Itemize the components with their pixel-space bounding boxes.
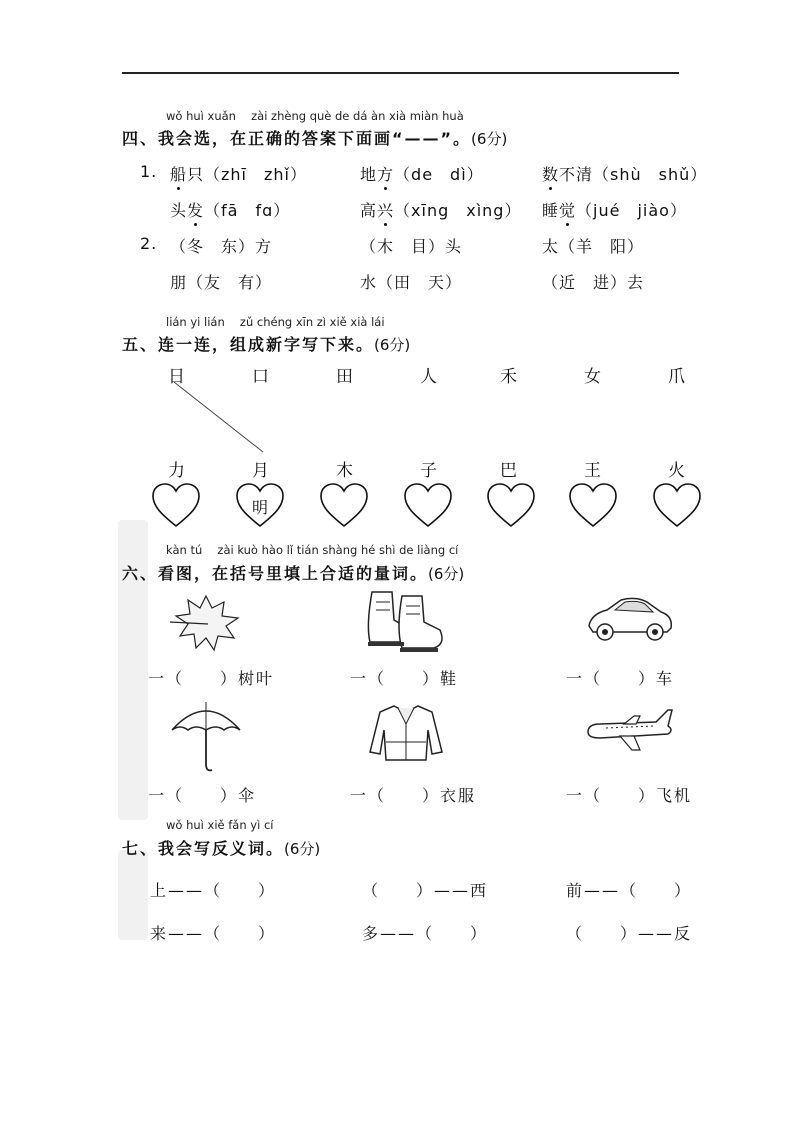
antonym-item[interactable]: （ ）——反 [566,924,693,943]
heart-icon[interactable] [151,482,201,528]
measure-word-item[interactable]: 一（ ）树叶 [148,669,275,688]
heart-icon[interactable] [568,482,618,528]
section4-item: 船只（zhī zhǐ） [170,162,307,185]
section4-item: 太（羊 阳） [542,237,645,256]
bottom-char: 月 [252,461,269,481]
antonym-item[interactable]: 前——（ ） [566,881,693,900]
section4-item: （冬 东）方 [170,237,273,256]
antonym-item[interactable]: 多——（ ） [362,924,489,943]
measure-word-item[interactable]: 一（ ）伞 [148,786,257,805]
section4-item: 地方（de dì） [360,162,484,185]
antonym-item[interactable]: 来——（ ） [150,924,277,943]
section4-item: 数不清（shù shǔ） [542,162,707,185]
measure-word-item[interactable]: 一（ ）衣服 [350,786,477,805]
section6-pinyin: kàn tú zài kuò hào lǐ tián shàng hé shì de liàng cí [166,543,459,557]
section5-heading: 五、连一连，组成新字写下来。(6分) [122,335,411,354]
top-char: 日 [168,367,185,387]
measure-word-item[interactable]: 一（ ）车 [566,669,675,688]
boots-icon [362,586,448,656]
leaf-icon [168,592,242,654]
section6-heading: 六、看图，在括号里填上合适的量词。(6分) [122,564,465,583]
top-char: 口 [252,367,269,387]
measure-word-item[interactable]: 一（ ）鞋 [350,669,459,688]
section5-pinyin: lián yi lián zǔ chéng xīn zì xiě xià lái [166,315,385,329]
section7-pinyin: wǒ huì xiě fǎn yì cí [166,818,274,832]
umbrella-icon [168,700,244,774]
section7-heading: 七、我会写反义词。(6分) [122,839,321,858]
section4-item: 朋（友 有） [170,273,273,292]
heart-icon[interactable] [319,482,369,528]
section4-pinyin: wǒ huì xuǎn zài zhèng què de dá àn xià miàn huà [166,109,464,123]
section4-item: 高兴（xīng xìng） [360,198,521,221]
jacket-icon [368,702,444,762]
heart-answer: 明 [251,498,268,517]
section4-heading: 四、我会选，在正确的答案下面画“——”。(6分) [122,129,508,148]
heart-icon[interactable] [486,482,536,528]
top-char: 田 [336,367,353,387]
top-char: 禾 [500,367,517,387]
bottom-char: 火 [668,461,685,481]
bottom-char: 力 [168,461,185,481]
measure-word-item[interactable]: 一（ ）飞机 [566,786,693,805]
bottom-char: 王 [584,461,601,481]
airplane-icon [584,708,676,754]
top-char: 女 [584,367,601,387]
antonym-item[interactable]: 上——（ ） [150,881,277,900]
car-icon [585,592,675,648]
bottom-char: 木 [336,461,353,481]
section4-item: （近 进）去 [542,273,645,292]
bottom-char: 巴 [500,461,517,481]
section4-item: 睡觉（jué jiào） [542,198,687,221]
section4-item: 水（田 天） [360,273,463,292]
heart-icon[interactable] [652,482,702,528]
section4-row3-num: 2. [140,234,158,253]
section4-item: 头发（fā fɑ） [170,198,290,221]
section4-row1-num: 1. [140,162,158,181]
top-char: 人 [420,367,437,387]
section4-item: （木 目）头 [360,237,463,256]
top-char: 爪 [668,367,685,387]
antonym-item[interactable]: （ ）——西 [362,881,489,900]
heart-icon[interactable] [403,482,453,528]
bottom-char: 子 [420,461,437,481]
